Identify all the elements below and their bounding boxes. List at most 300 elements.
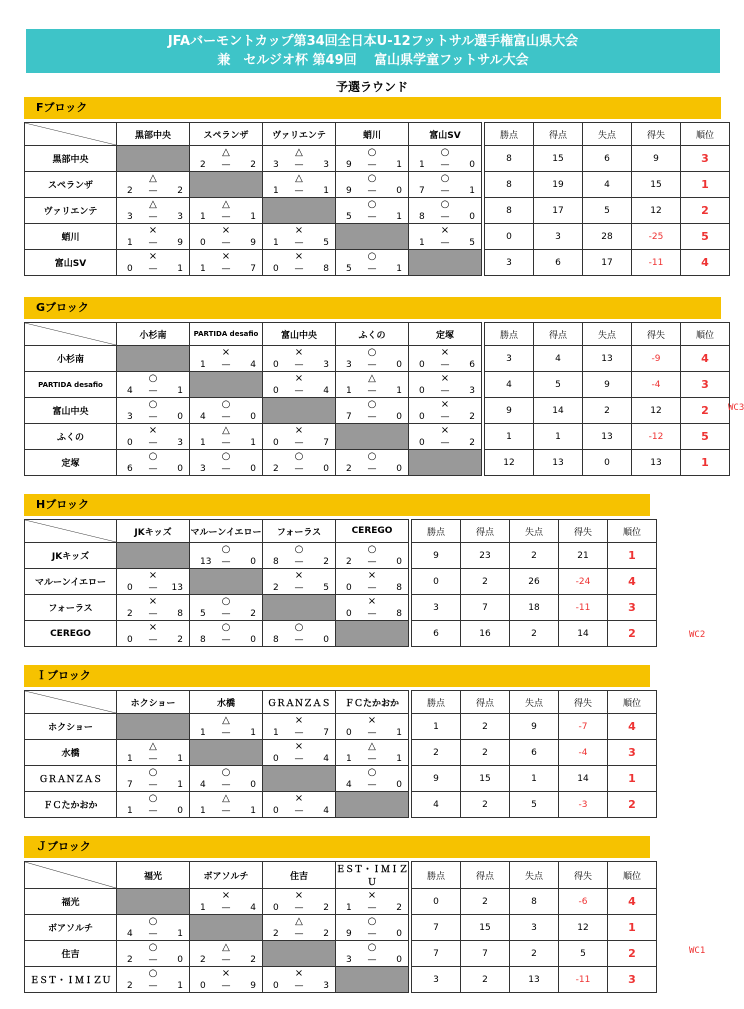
match-result-cell xyxy=(263,424,336,450)
stat-header: 順位 xyxy=(681,123,730,146)
self-match-cell xyxy=(117,543,190,569)
stat-value: 13 xyxy=(510,967,559,993)
score-for: 1 xyxy=(127,238,133,248)
score-for: 1 xyxy=(200,728,206,738)
score-for: 3 xyxy=(346,360,352,370)
stat-value: 1 xyxy=(485,424,534,450)
score-dash: — xyxy=(367,955,377,965)
result-symbol: × xyxy=(221,251,231,262)
column-team-name: 福光 xyxy=(117,862,190,889)
match-result xyxy=(190,766,262,791)
match-result xyxy=(117,569,189,594)
stat-value: 13 xyxy=(583,346,632,372)
result-symbol: △ xyxy=(149,741,157,752)
self-match-cell xyxy=(190,740,263,766)
score-for: 3 xyxy=(127,212,133,222)
score-dash: — xyxy=(367,557,377,567)
score-dash: — xyxy=(367,160,377,170)
score-against: 0 xyxy=(396,557,402,567)
match-result-cell xyxy=(117,766,190,792)
match-result xyxy=(336,146,408,171)
stat-value: 5 xyxy=(559,941,608,967)
result-symbol: × xyxy=(221,890,231,901)
score-for: 7 xyxy=(127,780,133,790)
score-against: 0 xyxy=(250,635,256,645)
stat-value: -6 xyxy=(559,889,608,915)
column-team-name: ＥＳＴ・ＩＭＩＺＵ xyxy=(336,862,409,889)
match-result xyxy=(263,172,335,197)
stat-value: 12 xyxy=(559,915,608,941)
row-team-name: CEREGO xyxy=(25,621,117,647)
result-symbol: ○ xyxy=(367,347,377,358)
score-dash: — xyxy=(221,360,231,370)
result-symbol: × xyxy=(294,570,304,581)
score-against: 5 xyxy=(323,583,329,593)
wildcard-label: WC2 xyxy=(689,630,706,640)
score-dash: — xyxy=(367,464,377,474)
column-team-name: ＦＣたかおか xyxy=(336,691,409,714)
score-for: 2 xyxy=(273,929,279,939)
match-result-cell xyxy=(190,250,263,276)
score-against: 5 xyxy=(469,238,475,248)
score-dash: — xyxy=(148,929,158,939)
match-result-cell xyxy=(117,792,190,818)
row-team-name: PARTIDA desafio xyxy=(25,372,117,398)
rank-value: 3 xyxy=(608,740,657,766)
stat-header: 順位 xyxy=(608,691,657,714)
table-row xyxy=(25,146,730,172)
score-for: 8 xyxy=(419,212,425,222)
stat-value: 7 xyxy=(461,941,510,967)
stat-header: 得点 xyxy=(461,520,510,543)
result-symbol: × xyxy=(294,373,304,384)
score-dash: — xyxy=(367,609,377,619)
match-result-cell xyxy=(336,346,409,372)
match-result xyxy=(336,450,408,475)
score-for: 7 xyxy=(419,186,425,196)
score-against: 0 xyxy=(250,780,256,790)
result-symbol: × xyxy=(440,399,450,410)
match-result-cell xyxy=(336,172,409,198)
score-for: 1 xyxy=(273,186,279,196)
match-result xyxy=(336,714,408,739)
row-team-name: ボアソルチ xyxy=(25,915,117,941)
row-team-name: JKキッズ xyxy=(25,543,117,569)
score-dash: — xyxy=(440,360,450,370)
table-row xyxy=(25,766,657,792)
score-dash: — xyxy=(221,635,231,645)
score-against: 0 xyxy=(323,635,329,645)
result-symbol: × xyxy=(221,347,231,358)
score-against: 9 xyxy=(177,238,183,248)
match-result-cell xyxy=(263,740,336,766)
score-dash: — xyxy=(221,238,231,248)
table-row xyxy=(25,372,730,398)
self-match-cell xyxy=(190,915,263,941)
score-for: 1 xyxy=(127,806,133,816)
column-team-name: 小杉南 xyxy=(117,323,190,346)
score-for: 3 xyxy=(346,955,352,965)
score-against: 2 xyxy=(396,903,402,913)
stat-value: 4 xyxy=(412,792,461,818)
table-row xyxy=(25,543,657,569)
match-result-cell xyxy=(117,740,190,766)
match-result-cell xyxy=(409,198,482,224)
score-dash: — xyxy=(294,438,304,448)
score-dash: — xyxy=(148,981,158,991)
table-row xyxy=(25,915,657,941)
score-for: 1 xyxy=(273,238,279,248)
score-dash: — xyxy=(440,386,450,396)
stat-header: 得点 xyxy=(534,323,583,346)
score-against: 1 xyxy=(177,386,183,396)
stat-value: 1 xyxy=(510,766,559,792)
score-dash: — xyxy=(367,903,377,913)
match-result xyxy=(117,766,189,791)
score-dash: — xyxy=(148,635,158,645)
self-match-cell xyxy=(117,346,190,372)
match-result xyxy=(190,398,262,423)
score-against: 3 xyxy=(177,212,183,222)
score-against: 1 xyxy=(396,728,402,738)
stat-header: 失点 xyxy=(583,323,632,346)
match-result-cell xyxy=(263,967,336,993)
stat-value: 15 xyxy=(461,915,510,941)
stat-value: 6 xyxy=(583,146,632,172)
match-result xyxy=(336,941,408,966)
stat-value: -12 xyxy=(632,424,681,450)
score-for: 0 xyxy=(127,438,133,448)
score-against: 3 xyxy=(323,160,329,170)
stat-header: 勝点 xyxy=(412,862,461,889)
result-symbol: △ xyxy=(222,715,230,726)
stat-value: -3 xyxy=(559,792,608,818)
score-against: 13 xyxy=(171,583,183,593)
match-result xyxy=(190,198,262,223)
self-match-cell xyxy=(190,172,263,198)
score-for: 8 xyxy=(273,557,279,567)
match-result xyxy=(336,250,408,275)
block-title: Ｉブロック xyxy=(24,665,650,687)
table-row xyxy=(25,172,730,198)
match-result-cell xyxy=(263,346,336,372)
match-result-cell xyxy=(336,941,409,967)
stat-header: 失点 xyxy=(510,862,559,889)
match-result xyxy=(409,198,481,223)
score-against: 1 xyxy=(250,438,256,448)
rank-value: 3 xyxy=(608,595,657,621)
match-result xyxy=(117,740,189,765)
stat-value: 2 xyxy=(461,569,510,595)
result-symbol: × xyxy=(221,225,231,236)
result-symbol: × xyxy=(440,425,450,436)
match-result xyxy=(409,146,481,171)
table-row xyxy=(25,889,657,915)
stat-value: 15 xyxy=(632,172,681,198)
score-dash: — xyxy=(367,929,377,939)
result-symbol: × xyxy=(294,251,304,262)
match-result-cell xyxy=(117,595,190,621)
score-dash: — xyxy=(294,635,304,645)
stat-value: 2 xyxy=(510,941,559,967)
stat-value: 8 xyxy=(485,172,534,198)
row-team-name: 福光 xyxy=(25,889,117,915)
score-against: 2 xyxy=(469,438,475,448)
match-result-cell xyxy=(336,915,409,941)
match-result xyxy=(117,792,189,817)
result-symbol: ○ xyxy=(367,916,377,927)
stat-value: 2 xyxy=(461,967,510,993)
score-for: 7 xyxy=(346,412,352,422)
match-result-cell xyxy=(117,398,190,424)
column-team-name: ふくの xyxy=(336,323,409,346)
score-against: 0 xyxy=(177,806,183,816)
score-for: 0 xyxy=(419,412,425,422)
result-symbol: ○ xyxy=(148,399,158,410)
score-dash: — xyxy=(294,264,304,274)
self-match-cell xyxy=(263,398,336,424)
score-against: 1 xyxy=(177,780,183,790)
score-against: 2 xyxy=(469,412,475,422)
score-dash: — xyxy=(294,386,304,396)
stat-value: 23 xyxy=(461,543,510,569)
match-result-cell xyxy=(263,224,336,250)
match-result-cell xyxy=(190,398,263,424)
score-against: 1 xyxy=(396,264,402,274)
column-team-name: 富山中央 xyxy=(263,323,336,346)
row-team-name: ＥＳＴ・ＩＭＩＺＵ xyxy=(25,967,117,993)
column-team-name: ホクショー xyxy=(117,691,190,714)
stat-value: -4 xyxy=(559,740,608,766)
stat-header: 得点 xyxy=(461,862,510,889)
table-row xyxy=(25,424,730,450)
match-result xyxy=(263,146,335,171)
match-result xyxy=(190,941,262,966)
match-result-cell xyxy=(190,766,263,792)
self-match-cell xyxy=(263,198,336,224)
match-result-cell xyxy=(117,915,190,941)
stat-value: 3 xyxy=(485,346,534,372)
self-match-cell xyxy=(409,450,482,476)
score-against: 1 xyxy=(177,754,183,764)
self-match-cell xyxy=(409,250,482,276)
result-symbol: △ xyxy=(222,793,230,804)
score-against: 0 xyxy=(469,160,475,170)
stat-value: 14 xyxy=(559,766,608,792)
rank-value: 2 xyxy=(681,398,730,424)
match-result xyxy=(336,569,408,594)
match-result xyxy=(190,450,262,475)
row-team-name: 水橋 xyxy=(25,740,117,766)
result-symbol: △ xyxy=(295,173,303,184)
self-match-cell xyxy=(336,424,409,450)
stat-value: 0 xyxy=(485,224,534,250)
table-row xyxy=(25,792,657,818)
result-symbol: ○ xyxy=(148,451,158,462)
stat-header: 得失 xyxy=(632,123,681,146)
stat-value: 3 xyxy=(510,915,559,941)
stat-value: -9 xyxy=(632,346,681,372)
stat-header: 得失 xyxy=(559,691,608,714)
match-result-cell xyxy=(409,224,482,250)
match-result-cell xyxy=(117,450,190,476)
score-for: 2 xyxy=(273,464,279,474)
match-result xyxy=(117,915,189,940)
result-symbol: ○ xyxy=(367,147,377,158)
score-for: 1 xyxy=(200,903,206,913)
match-result xyxy=(409,398,481,423)
block-title: Gブロック xyxy=(24,297,721,319)
score-dash: — xyxy=(367,386,377,396)
match-result xyxy=(409,424,481,449)
result-symbol: ○ xyxy=(367,544,377,555)
corner-cell xyxy=(25,323,117,346)
match-result xyxy=(336,372,408,397)
stat-header: 順位 xyxy=(681,323,730,346)
match-result xyxy=(263,621,335,646)
stat-value: 1 xyxy=(534,424,583,450)
result-symbol: × xyxy=(148,251,158,262)
stat-value: 2 xyxy=(583,398,632,424)
score-against: 1 xyxy=(469,186,475,196)
score-against: 2 xyxy=(177,186,183,196)
result-symbol: △ xyxy=(295,916,303,927)
column-team-name: フォーラス xyxy=(263,520,336,543)
result-symbol: △ xyxy=(149,199,157,210)
stat-header: 得失 xyxy=(559,862,608,889)
stat-value: 26 xyxy=(510,569,559,595)
score-against: 2 xyxy=(250,955,256,965)
wildcard-label: WC1 xyxy=(689,946,706,956)
match-result-cell xyxy=(190,543,263,569)
score-for: 4 xyxy=(127,386,133,396)
score-dash: — xyxy=(221,955,231,965)
stat-header: 得失 xyxy=(632,323,681,346)
score-dash: — xyxy=(294,929,304,939)
stat-value: 13 xyxy=(583,424,632,450)
score-for: 0 xyxy=(346,583,352,593)
score-against: 0 xyxy=(323,464,329,474)
match-result-cell xyxy=(190,346,263,372)
match-result-cell xyxy=(263,714,336,740)
score-against: 2 xyxy=(177,635,183,645)
score-against: 4 xyxy=(250,903,256,913)
match-result xyxy=(336,398,408,423)
score-for: 13 xyxy=(200,557,212,567)
match-result xyxy=(263,250,335,275)
score-dash: — xyxy=(148,780,158,790)
match-result xyxy=(117,621,189,646)
rank-value: 3 xyxy=(608,967,657,993)
stat-value: 8 xyxy=(510,889,559,915)
score-against: 7 xyxy=(250,264,256,274)
match-result xyxy=(336,595,408,620)
match-result xyxy=(263,424,335,449)
match-result xyxy=(190,967,262,992)
match-result xyxy=(117,941,189,966)
score-dash: — xyxy=(294,160,304,170)
column-team-name: 黒部中央 xyxy=(117,123,190,146)
match-result-cell xyxy=(190,714,263,740)
score-against: 0 xyxy=(396,464,402,474)
match-result xyxy=(190,224,262,249)
row-team-name: ＦＣたかおか xyxy=(25,792,117,818)
column-team-name: ヴァリエンテ xyxy=(263,123,336,146)
stat-header: 勝点 xyxy=(485,323,534,346)
match-result-cell xyxy=(117,941,190,967)
match-result xyxy=(336,766,408,791)
result-symbol: ○ xyxy=(367,251,377,262)
self-match-cell xyxy=(263,766,336,792)
score-for: 8 xyxy=(273,635,279,645)
stat-value: 21 xyxy=(559,543,608,569)
score-dash: — xyxy=(221,412,231,422)
score-against: 0 xyxy=(396,955,402,965)
score-against: 7 xyxy=(323,728,329,738)
score-for: 4 xyxy=(127,929,133,939)
stat-value: 9 xyxy=(485,398,534,424)
result-symbol: ○ xyxy=(440,147,450,158)
self-match-cell xyxy=(117,889,190,915)
self-match-cell xyxy=(336,224,409,250)
score-against: 1 xyxy=(250,212,256,222)
stat-value: 7 xyxy=(412,915,461,941)
score-for: 0 xyxy=(273,264,279,274)
match-result-cell xyxy=(409,424,482,450)
block-title: Ｊブロック xyxy=(24,836,650,858)
match-result xyxy=(117,224,189,249)
match-result xyxy=(263,346,335,371)
match-result xyxy=(117,250,189,275)
score-dash: — xyxy=(367,780,377,790)
match-result xyxy=(190,714,262,739)
stat-value: 9 xyxy=(632,146,681,172)
match-result xyxy=(190,792,262,817)
score-dash: — xyxy=(221,464,231,474)
rank-value: 2 xyxy=(608,792,657,818)
result-symbol: × xyxy=(294,741,304,752)
result-symbol: ○ xyxy=(221,767,231,778)
stat-value: 3 xyxy=(412,595,461,621)
score-against: 1 xyxy=(396,160,402,170)
match-result-cell xyxy=(263,889,336,915)
score-for: 2 xyxy=(127,609,133,619)
column-team-name: 住吉 xyxy=(263,862,336,889)
stat-value: 0 xyxy=(583,450,632,476)
result-symbol: × xyxy=(294,225,304,236)
score-against: 0 xyxy=(177,464,183,474)
stat-value: 2 xyxy=(461,714,510,740)
table-row xyxy=(25,569,657,595)
row-team-name: ヴァリエンテ xyxy=(25,198,117,224)
rank-value: 5 xyxy=(681,424,730,450)
score-against: 8 xyxy=(396,609,402,619)
standings-table xyxy=(24,690,657,818)
score-for: 3 xyxy=(200,464,206,474)
score-for: 0 xyxy=(346,728,352,738)
match-result-cell xyxy=(190,621,263,647)
match-result-cell xyxy=(263,250,336,276)
table-row xyxy=(25,967,657,993)
match-result-cell xyxy=(263,450,336,476)
result-symbol: ○ xyxy=(148,916,158,927)
rank-value: 4 xyxy=(681,346,730,372)
result-symbol: ○ xyxy=(148,968,158,979)
score-dash: — xyxy=(148,955,158,965)
match-result xyxy=(190,424,262,449)
stat-value: 2 xyxy=(461,889,510,915)
score-dash: — xyxy=(221,728,231,738)
